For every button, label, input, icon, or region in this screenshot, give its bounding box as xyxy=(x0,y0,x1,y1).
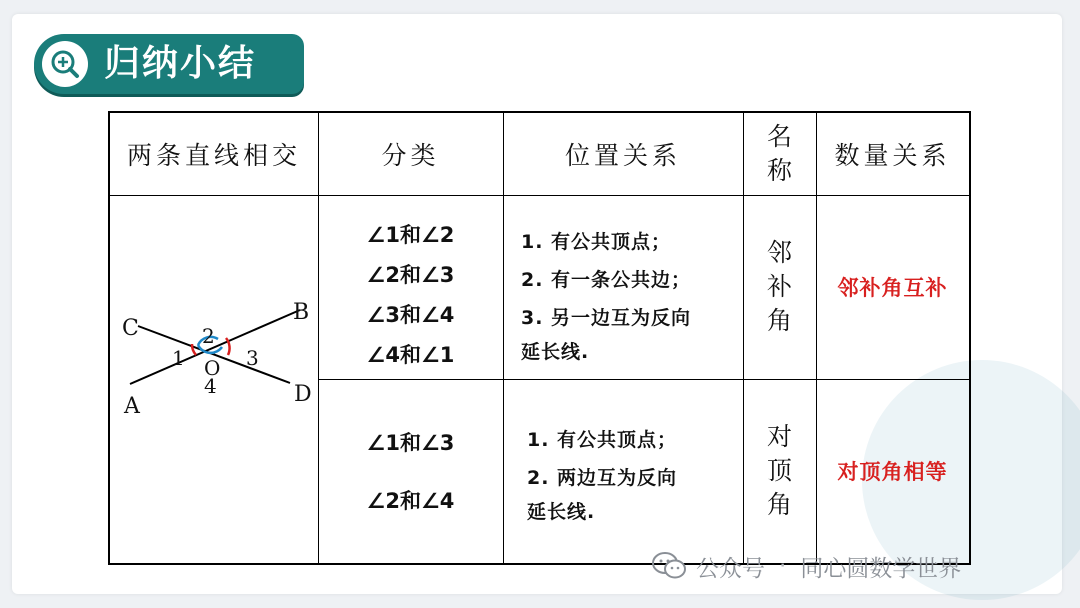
watermark-name: 同心圆数学世界 xyxy=(800,555,962,582)
position-line: 1. 有公共顶点； xyxy=(527,429,678,451)
quantity-adjacent: 邻补角互补 xyxy=(837,276,948,300)
zoom-in-icon xyxy=(42,41,88,87)
header-category: 分类 xyxy=(381,141,440,170)
label-a: A xyxy=(124,394,140,419)
title-badge xyxy=(34,34,304,94)
header-quantity: 数量关系 xyxy=(834,141,951,170)
position-line: 2. 有一条公共边； xyxy=(521,269,692,291)
angle-pair: ∠2和∠3 xyxy=(366,263,455,287)
header-lines-intersect: 两条直线相交 xyxy=(126,141,301,170)
wechat-icon xyxy=(652,552,686,580)
label-d: D xyxy=(294,382,312,407)
angle-pair: ∠4和∠1 xyxy=(366,343,455,367)
summary-table xyxy=(108,111,971,565)
angle-pairs-vertical xyxy=(318,379,503,563)
label-angle-3: 3 xyxy=(246,346,259,370)
watermark-separator: · xyxy=(779,553,787,579)
label-angle-4: 4 xyxy=(204,374,217,398)
header-position: 位置关系 xyxy=(564,141,681,170)
name-adjacent xyxy=(743,195,816,379)
quantity-vertical: 对顶角相等 xyxy=(837,460,948,484)
angle-pair: ∠1和∠3 xyxy=(366,431,455,455)
watermark-account: 公众号 xyxy=(696,555,765,582)
page-title: 归纳小结 xyxy=(104,43,257,84)
name-char: 角 xyxy=(766,490,792,519)
position-line: 延长线. xyxy=(527,501,596,523)
angle-pairs-adjacent xyxy=(318,195,503,379)
position-line: 2. 两边互为反向 xyxy=(527,467,678,489)
angle-arc-red-left xyxy=(192,344,196,355)
position-vertical xyxy=(503,379,743,563)
position-line: 延长线. xyxy=(521,341,590,363)
label-c: C xyxy=(122,316,139,341)
header-name-char: 称 xyxy=(766,156,792,185)
name-char: 角 xyxy=(766,306,792,335)
angle-pair: ∠2和∠4 xyxy=(366,489,455,513)
name-char: 顶 xyxy=(766,456,792,485)
position-line: 3. 另一边互为反向 xyxy=(521,307,692,329)
label-angle-2: 2 xyxy=(202,324,215,348)
angle-pair: ∠1和∠2 xyxy=(366,223,455,247)
name-vertical xyxy=(743,379,816,563)
label-o: O xyxy=(204,356,221,380)
header-name-char: 名 xyxy=(766,122,792,151)
header-name xyxy=(743,113,816,195)
watermark xyxy=(652,548,961,584)
position-adjacent xyxy=(503,195,743,379)
angle-pair: ∠3和∠4 xyxy=(366,303,455,327)
position-line: 1. 有公共顶点； xyxy=(521,231,672,253)
name-char: 对 xyxy=(766,422,792,451)
name-char: 邻 xyxy=(766,238,792,267)
name-char: 补 xyxy=(766,272,792,301)
label-angle-1: 1 xyxy=(172,346,185,370)
angle-arc-red-right xyxy=(226,338,230,355)
intersecting-lines-figure xyxy=(110,195,318,563)
label-b: B xyxy=(293,300,310,325)
